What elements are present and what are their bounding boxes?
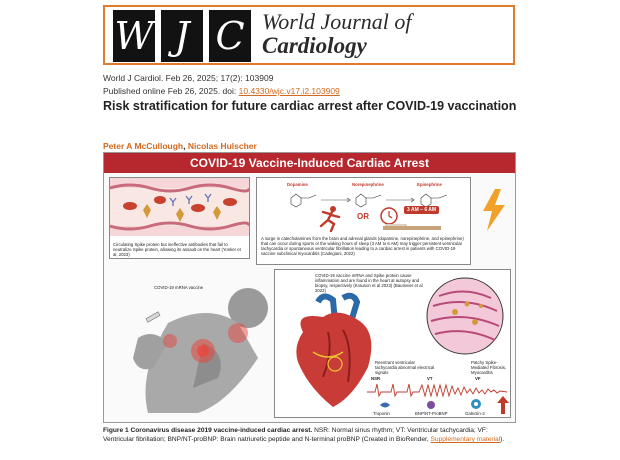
doi-link[interactable]: 10.4330/wjc.v17.i2.103909 xyxy=(238,86,340,96)
journal-name-line2: Cardiology xyxy=(262,33,367,58)
arrow-up-icon xyxy=(497,396,509,414)
marker-bnp: BNP/NT-ProBNP xyxy=(415,411,448,416)
marker-troponin: Troponin xyxy=(373,411,390,416)
ecg-trace xyxy=(367,382,507,398)
myocarditis-label: Patchy Spike-Mediated Fibrosis, Myocarditis xyxy=(471,360,507,375)
figure-1 xyxy=(103,152,516,423)
logo-letter-c: C xyxy=(209,10,251,62)
figure-caption xyxy=(103,426,517,444)
runner-icon xyxy=(317,206,345,232)
panel-catecholamines xyxy=(256,177,471,265)
logo-letter-w: W xyxy=(113,10,155,62)
label-dopamine: Dopamine xyxy=(287,182,308,187)
panel-heart xyxy=(274,269,511,418)
logo-letter-j: J xyxy=(161,10,203,62)
author-list xyxy=(103,141,257,151)
caption-lead: Figure 1 Coronavirus disease 2019 vaccine-induced cardiac arrest. xyxy=(103,427,313,434)
figure-banner: COVID-19 Vaccine-Induced Cardiac Arrest xyxy=(104,153,515,173)
published-label: Published online Feb 26, 2025. doi: xyxy=(103,86,239,96)
injection-label: COVID-19 mRNA vaccine xyxy=(154,285,204,290)
reentrant-label: Reentrant ventricular tachycardia abnormal electrical signals xyxy=(375,360,435,375)
panel-spike-protein xyxy=(109,177,250,259)
lightning-icon xyxy=(481,189,507,231)
author-link[interactable]: Nicolas Hulscher xyxy=(187,141,257,151)
galectin-icon xyxy=(470,398,482,410)
panel-heart-text: COVID-19 vaccine mRNA and Spike protein cause inflammation and are found in the heart at autopsy and biopsy, respectively (Krauson et al 2023) (Baumeier et al 2022) xyxy=(315,273,423,293)
ecg-label-nsr: NSR xyxy=(371,376,381,381)
bnp-icon xyxy=(425,400,437,410)
molecule-structures xyxy=(261,188,467,208)
author-link[interactable]: Peter A McCullough xyxy=(103,141,184,151)
label-epinephrine: Epinephrine xyxy=(417,182,442,187)
caption-tail: ). xyxy=(500,436,505,443)
blood-vessel-illustration xyxy=(110,178,249,236)
panel-surge-text: A surge in catecholamines from the brain and adrenal glands (dopamine, norepinephrine, and epinephrine) that can occur during sports or the waking hours of sleep (3 AM to 6 AM) may trigger persistent ventricular tachycardia or spontaneous ventricular fibrillation leading to a cardiac arrest in patients with COVID-19 vaccine subclinical myocarditis (Cadegiani, 2022) xyxy=(261,236,464,256)
ecg-label-vt: VT xyxy=(427,376,433,381)
author-separator: , xyxy=(183,141,188,151)
caption-body: NSR: Normal sinus rhythm; VT: Ventricular tachycardia; VF: Ventricular fibrillation; BNP/NT-proBNP: Brain natriuretic peptide and N-terminal proBNP (Created in BioRender, xyxy=(103,427,488,443)
tissue-zoom-illustration xyxy=(425,276,505,356)
label-norepinephrine: Norepinephrine xyxy=(352,182,384,187)
marker-galectin: Galectin-3 xyxy=(465,411,485,416)
citation: World J Cardiol. Feb 26, 2025; 17(2): 103909 xyxy=(103,73,274,83)
ecg-label-vf: VF xyxy=(475,376,481,381)
panel-spike-caption: Circulating Spike protein but ineffective antibodies that fail to neutralize Spike protein, allowing its assault on the heart (Yonker et al, 2023) xyxy=(113,242,241,257)
supplementary-link[interactable]: Supplementary material xyxy=(430,436,501,443)
or-label: OR xyxy=(357,212,369,221)
troponin-icon xyxy=(379,400,391,410)
journal-name-line1: World Journal of xyxy=(262,9,412,34)
published-line xyxy=(103,86,340,96)
article-title: Risk stratification for future cardiac arrest after COVID-19 vaccination xyxy=(103,99,517,113)
journal-name xyxy=(262,10,412,58)
time-window-badge: 3 AM – 6 AM xyxy=(404,206,439,214)
